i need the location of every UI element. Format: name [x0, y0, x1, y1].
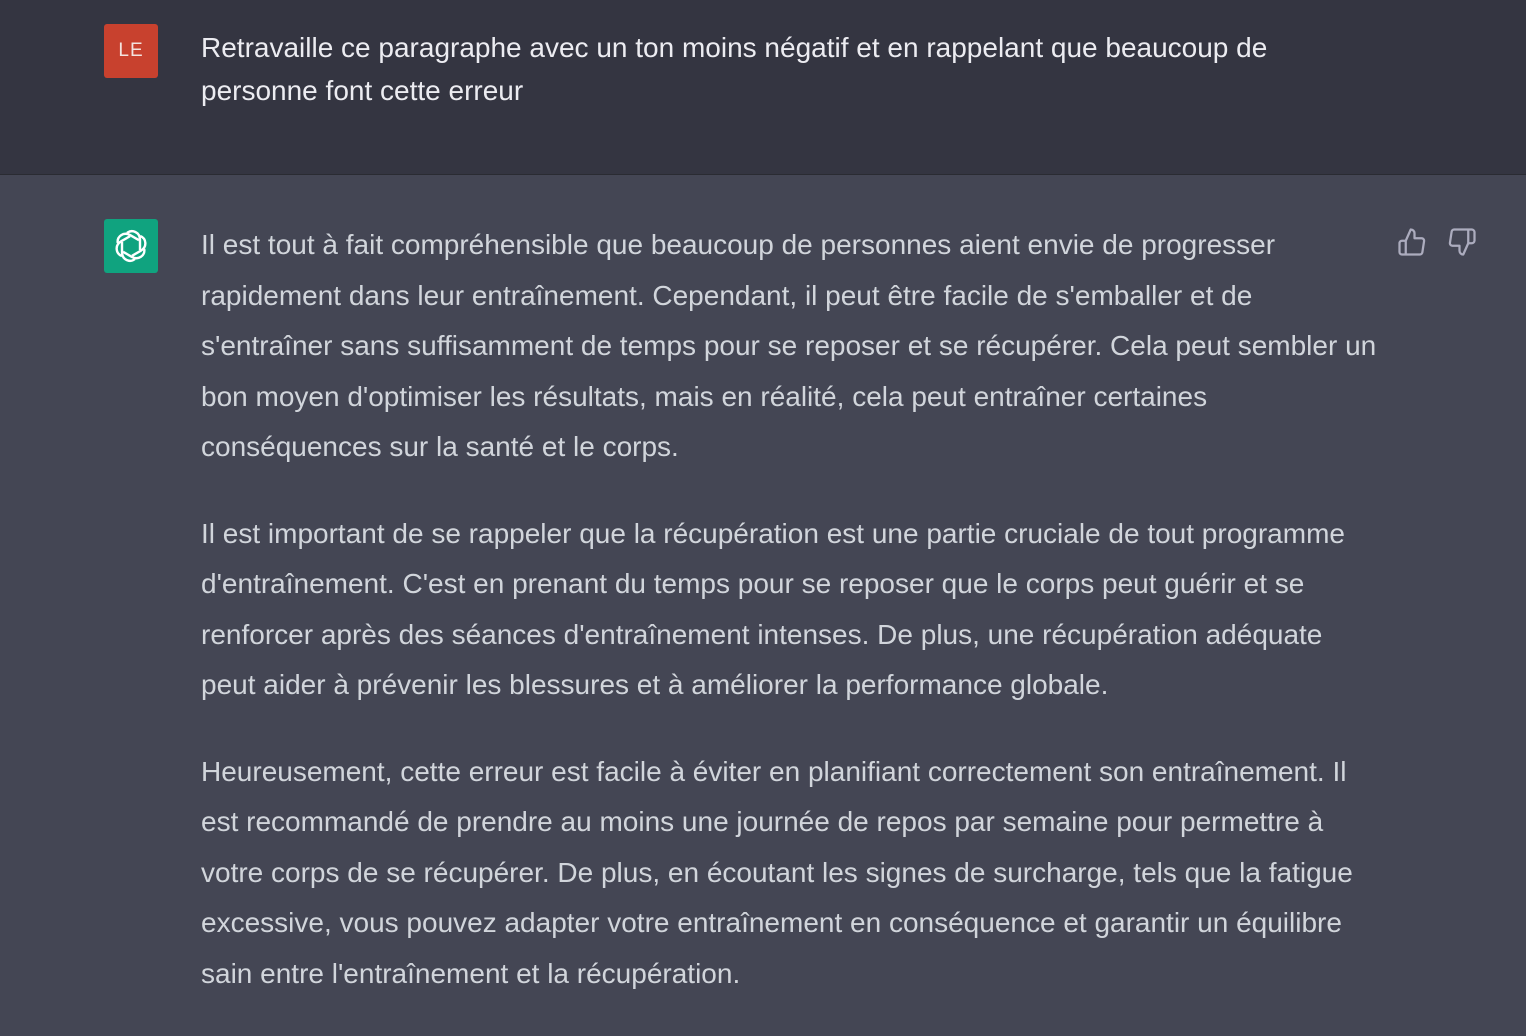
user-avatar-initials: LE — [118, 40, 144, 61]
thumbs-up-button[interactable] — [1396, 226, 1428, 258]
assistant-message-text — [201, 220, 1381, 1035]
assistant-avatar — [104, 219, 158, 273]
answer-paragraph: Il est important de se rappeler que la récupération est une partie cruciale de tout programme d'entraînement. C'est en prenant du temps pour se reposer que le corps peut guérir et se renforcer après des séances d'entraînement intenses. De plus, une récupération adéquate peut aider à prévenir les blessures et à améliorer la performance globale. — [201, 517, 1345, 700]
answer-paragraph: Il est tout à fait compréhensible que beaucoup de personnes aient envie de progresser rapidement dans leur entraînement. Cependant, il peut être facile de s'emballer et de s'entraîner sans suffisamment de temps pour se reposer et se récupérer. Cela peut sembler un bon moyen d'optimiser les résultats, mais en réalité, cela peut entraîner certaines conséquences sur la santé et le corps. — [201, 229, 1377, 462]
answer-paragraph: Heureusement, cette erreur est facile à éviter en planifiant correctement son entraînement. Il est recommandé de prendre au moins une journée de repos par semaine pour permettre à votre corps de se récupérer. De plus, en écoutant les signes de surcharge, tels que la fatigue excessive, vous pouvez adapter votre entraînement en conséquence et garantir un équilibre sain entre l'entraînement et la récupération. — [201, 755, 1353, 989]
user-message-text: Retravaille ce paragraphe avec un ton moins négatif et en rappelant que beaucoup de personne font cette erreur — [201, 32, 1268, 106]
thumbs-down-button[interactable] — [1446, 226, 1478, 258]
openai-logo-icon — [111, 226, 151, 266]
user-avatar — [104, 24, 158, 78]
thumbs-down-icon — [1447, 227, 1477, 257]
user-message-row — [0, 0, 1526, 175]
thumbs-up-icon — [1397, 227, 1427, 257]
assistant-message-row — [0, 176, 1526, 1036]
